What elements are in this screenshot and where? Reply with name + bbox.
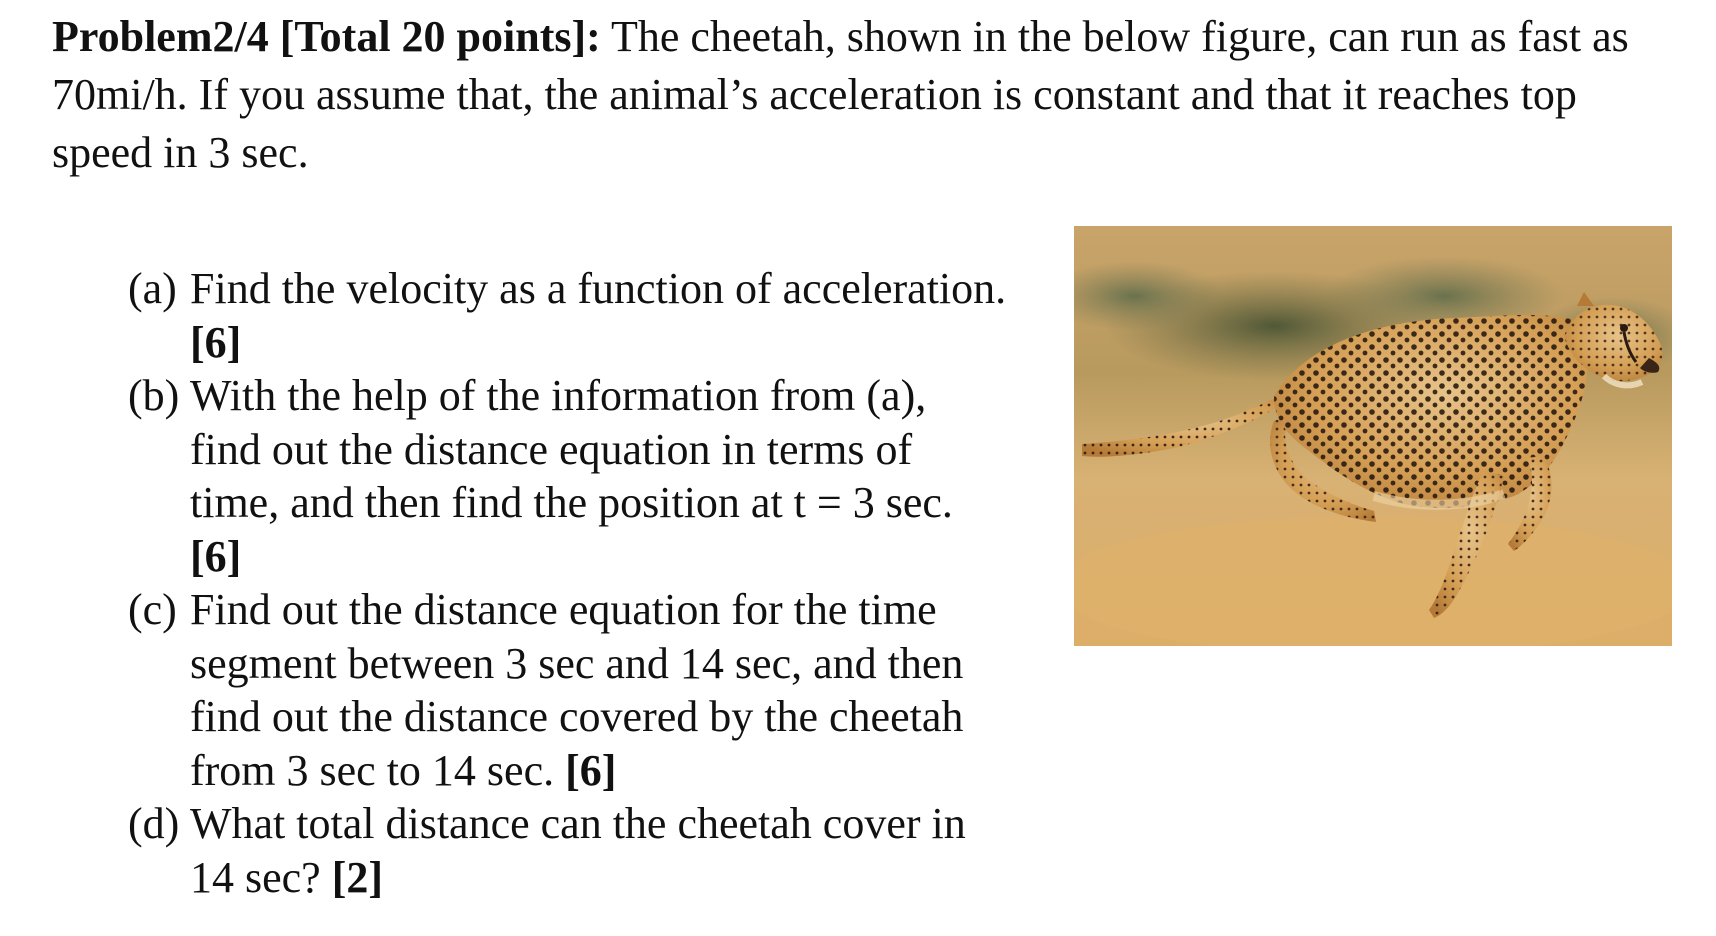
part-c-text — [190, 583, 1008, 797]
problem-heading: Problem2/4 [Total 20 points]: — [52, 12, 601, 61]
part-d-text — [190, 797, 1008, 904]
part-b-points: [6] — [190, 531, 242, 581]
part-b-question: With the help of the information from (a), find out the distance equation in terms of time, and then find the position at t = 3 sec. — [190, 371, 953, 527]
parts-list — [128, 262, 1008, 904]
part-a — [128, 262, 1008, 369]
part-c-points: [6] — [565, 745, 617, 795]
problem-statement: The cheetah, shown in the below figure, can run as fast as 70mi/h. If you assume that, the animal’s acceleration is constant and that it reaches top speed in 3 sec. — [52, 12, 1629, 177]
part-a-label: (a) — [128, 264, 177, 313]
cheetah-photo — [1074, 226, 1672, 646]
part-d-question: What total distance can the cheetah cover in 14 sec? — [190, 799, 966, 902]
part-d — [128, 797, 1008, 904]
part-b-text — [190, 369, 1008, 583]
part-d-points: [2] — [331, 852, 384, 902]
part-b — [128, 369, 1008, 583]
problem-intro — [52, 8, 1672, 182]
part-d-label: (d) — [128, 799, 180, 848]
part-c-question: Find out the distance equation for the time segment between 3 sec and 14 sec, and then find out the distance covered by the cheetah from 3 sec to 14 sec. — [190, 585, 964, 795]
part-a-text — [190, 262, 1008, 369]
part-b-label: (b) — [128, 371, 180, 420]
part-a-question: Find the velocity as a function of acceleration. — [190, 264, 1007, 313]
part-c-label: (c) — [128, 585, 177, 634]
part-c — [128, 583, 1008, 797]
part-a-points: [6] — [190, 317, 242, 367]
